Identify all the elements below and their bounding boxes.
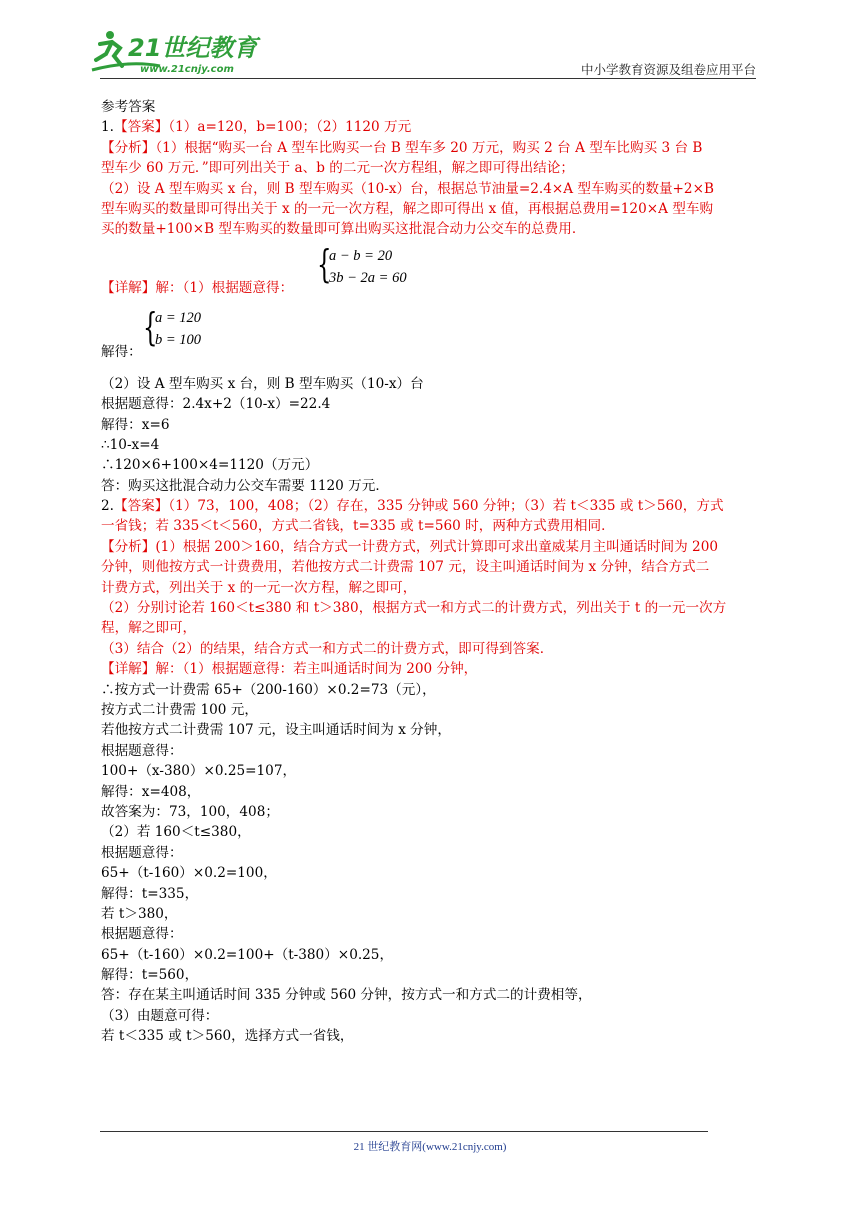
solution-line: 解得：x=6 — [101, 416, 170, 433]
q2-analysis-line: 分钟，则他按方式一计费费用，若他按方式二计费需 107 元，设主叫通话时间为 x 分钟，结合方式二 — [101, 559, 710, 576]
detail-tag: 【详解】 — [101, 661, 156, 678]
detail-tag: 【详解】 — [101, 279, 156, 296]
solution-line: 100+（x-380）×0.25=107， — [101, 763, 297, 780]
solution-line: 若他按方式二计费需 107 元，设主叫通话时间为 x 分钟， — [101, 722, 451, 739]
logo-text: 21世纪教育 — [128, 34, 258, 62]
page-footer: 21 世纪教育网(www.21cnjy.com) — [353, 1141, 507, 1153]
header-divider — [100, 78, 756, 79]
q1-detail-equation — [101, 240, 761, 304]
equation-brace: { — [317, 241, 332, 286]
solution-line: 若 t＞380， — [101, 905, 178, 922]
solution-line: 根据题意得：2.4x+2（10-x）=22.4 — [101, 396, 331, 413]
q2-analysis-line: 【分析】(1）根据 200＞160，结合方式一计费方式，列式计算即可求出童威某月主叫通话时间为 200 — [101, 538, 718, 555]
q2-analysis-line: （2）分别讨论若 160＜t≤380 和 t＞380，根据方式一和方式二的计费方式，列出关于 t 的一元一次方 — [101, 600, 727, 617]
solution-line: 根据题意得： — [101, 926, 183, 943]
q1-solution-lines — [101, 374, 761, 496]
logo-url: www.21cnjy.com — [140, 64, 234, 75]
q1-analysis-line: 【分析】（1）根据“购买一台 A 型车比购买一台 B 型车多 20 万元，购买 2 台 A 型车比购买 3 台 B — [101, 139, 703, 156]
solution-line: 故答案为：73，100，408； — [101, 803, 279, 820]
q1-solve-equation — [101, 304, 761, 374]
solution-line: 答：购买这批混合动力公交车需要 1120 万元． — [101, 477, 389, 494]
footer-divider — [100, 1131, 708, 1132]
q1-analysis-line: （2）设 A 型车购买 x 台，则 B 型车购买（10-x）台，根据总节油量=2.4×A 型车购买的数量+2×B — [101, 180, 714, 197]
solution-line: 根据题意得： — [101, 742, 183, 759]
answer-tag: 【答案】 — [113, 119, 169, 136]
solution-line: 按方式二计费需 100 元， — [101, 701, 258, 718]
equation-row: a = 120 — [155, 309, 202, 326]
answer-tag: 【答案】 — [113, 498, 169, 515]
section-title: 参考答案 — [101, 99, 156, 115]
q1-analysis-line: 买的数量+100×B 型车购买的数量即可算出购买这批混合动力公交车的总费用． — [101, 221, 586, 238]
solution-line: 65+（t-160）×0.2=100+（t-380）×0.25， — [101, 946, 394, 963]
solution-line: 解得：t=335， — [101, 885, 199, 902]
q1-analysis-line: 型车少 60 万元．”即可列出关于 a、b 的二元一次方程组，解之即可得出结论； — [101, 160, 574, 177]
q2-detail: 【详解】解：（1）根据题意得：若主叫通话时间为 200 分钟， — [101, 661, 478, 678]
equation-row: a − b = 20 — [329, 247, 393, 264]
q1-analysis-line: 型车购买的数量即可得出关于 x 的一元一次方程，解之即可得出 x 值，再根据总费用=120×A 型车购 — [101, 200, 714, 217]
solution-line: 根据题意得： — [101, 844, 183, 861]
solution-line: ∴10-x=4 — [101, 436, 160, 453]
site-logo — [90, 26, 270, 78]
solution-line: （2）设 A 型车购买 x 台，则 B 型车购买（10-x）台 — [101, 375, 424, 392]
solution-line: ∴120×6+100×4=1120（万元） — [101, 457, 319, 474]
equation-row: b = 100 — [155, 331, 202, 348]
answer-content — [101, 97, 761, 1047]
q2-answer: 2.【答案】（1）73，100，408；（2）存在，335 分钟或 560 分钟；（3）若 t＜335 或 t＞560，方式 — [101, 498, 724, 515]
q2-analysis-line: 程，解之即可， — [101, 620, 197, 637]
solution-line: 答：存在某主叫通话时间 335 分钟或 560 分钟，按方式一和方式二的计费相等， — [101, 987, 592, 1004]
platform-name: 中小学教育资源及组卷应用平台 — [580, 62, 756, 77]
q2-analysis-line: 计费方式，列出关于 x 的一元一次方程，解之即可， — [101, 579, 417, 596]
q1-answer: 1.【答案】（1）a=120，b=100；（2）1120 万元 — [101, 119, 412, 136]
q2-analysis-line: （3）结合（2）的结果，结合方式一和方式二的计费方式，即可得到答案． — [101, 640, 554, 657]
equation-row: 3b − 2a = 60 — [329, 269, 407, 286]
analysis-tag: 【分析】 — [101, 538, 156, 555]
analysis-tag: 【分析】 — [101, 139, 156, 156]
solution-line: ∴按方式一计费需 65+（200-160）×0.2=73（元）， — [101, 681, 436, 698]
solution-line: （2）若 160＜t≤380， — [101, 824, 251, 841]
solution-line: 65+（t-160）×0.2=100， — [101, 865, 277, 882]
solution-line: 解得：t=560， — [101, 967, 199, 984]
equation-brace: { — [143, 304, 158, 349]
q2-answer-line: 一省钱；若 335＜t＜560，方式二省钱，t=335 或 t=560 时，两种方式费用相同． — [101, 518, 615, 535]
q2-solution-lines — [101, 680, 761, 1047]
solution-line: （3）由题意可得： — [101, 1007, 219, 1024]
page-header — [0, 0, 860, 80]
solution-line: 解得：x=408， — [101, 783, 201, 800]
solve-label: 解得： — [101, 343, 142, 360]
q1-detail: 【详解】解：（1）根据题意得： — [101, 279, 294, 296]
solution-line: 若 t＜335 或 t＞560，选择方式一省钱， — [101, 1028, 354, 1045]
